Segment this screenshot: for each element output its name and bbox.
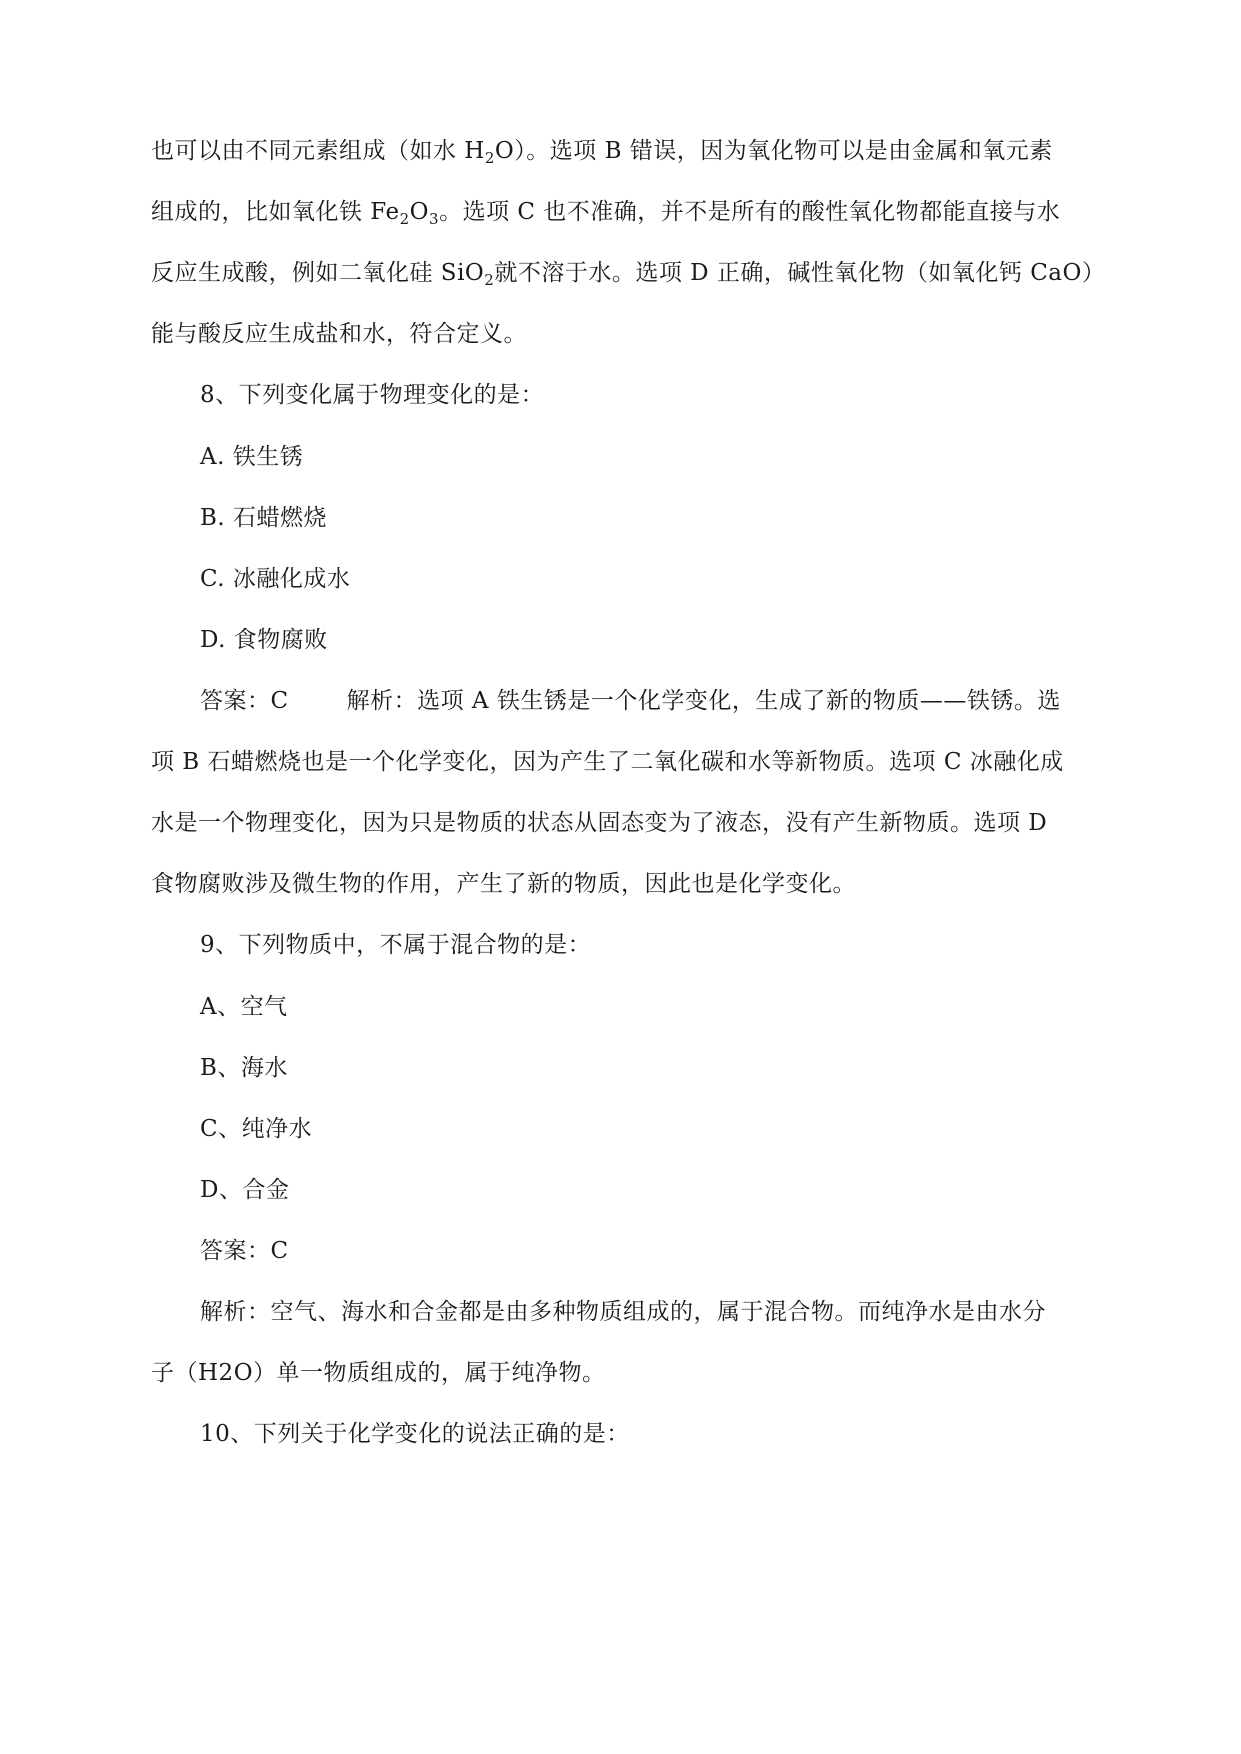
text-line-2: 组成的，比如氧化铁 $Fe_2O_3$。选项 C 也不准确，并不是所有的酸性氧化物都能直接与水 bbox=[151, 199, 1061, 228]
q9-answer: 答案：C bbox=[200, 1238, 289, 1264]
q8-option-c: C. 冰融化成水 bbox=[200, 566, 351, 592]
q8-answer-line bbox=[200, 686, 1160, 716]
q9-explanation-line-2: 子（H2O）单一物质组成的，属于纯净物。 bbox=[151, 1360, 606, 1386]
q8-explanation-line-2: 项 B 石蜡燃烧也是一个化学变化，因为产生了二氧化碳和水等新物质。选项 C 冰融化成 bbox=[151, 749, 1064, 775]
q9-option-a: A、空气 bbox=[200, 994, 288, 1020]
q8-explanation-line-4: 食物腐败涉及微生物的作用，产生了新的物质，因此也是化学变化。 bbox=[151, 871, 856, 897]
q8-explanation-start: 解析：选项 A 铁生锈是一个化学变化，生成了新的物质——铁锈。选 bbox=[346, 688, 1061, 714]
text-line-1: 也可以由不同元素组成（如水 $H_2O$）。选项 B 错误，因为氧化物可以是由金属和氧元素 bbox=[151, 138, 1053, 167]
q9-option-c: C、纯净水 bbox=[200, 1116, 313, 1142]
q9-explanation-line-1: 解析：空气、海水和合金都是由多种物质组成的，属于混合物。而纯净水是由水分 bbox=[200, 1299, 1046, 1325]
q9-option-d: D、合金 bbox=[200, 1177, 290, 1203]
q8-option-a: A. 铁生锈 bbox=[200, 444, 304, 470]
q8-option-b: B. 石蜡燃烧 bbox=[200, 505, 328, 531]
text-line-3: 反应生成酸，例如二氧化硅 SiO$_2$就不溶于水。选项 D 正确，碱性氧化物（如氧化钙 CaO） bbox=[151, 260, 1106, 289]
q8-option-d: D. 食物腐败 bbox=[200, 627, 328, 653]
question-9: 9、下列物质中，不属于混合物的是： bbox=[200, 932, 592, 958]
question-10: 10、下列关于化学变化的说法正确的是： bbox=[200, 1421, 630, 1447]
q9-option-b: B、海水 bbox=[200, 1055, 288, 1081]
q8-answer: 答案：C bbox=[200, 688, 289, 714]
text-line-4: 能与酸反应生成盐和水，符合定义。 bbox=[151, 321, 527, 347]
q8-explanation-line-3: 水是一个物理变化，因为只是物质的状态从固态变为了液态，没有产生新物质。选项 D bbox=[151, 810, 1048, 836]
question-8: 8、下列变化属于物理变化的是： bbox=[200, 382, 545, 408]
